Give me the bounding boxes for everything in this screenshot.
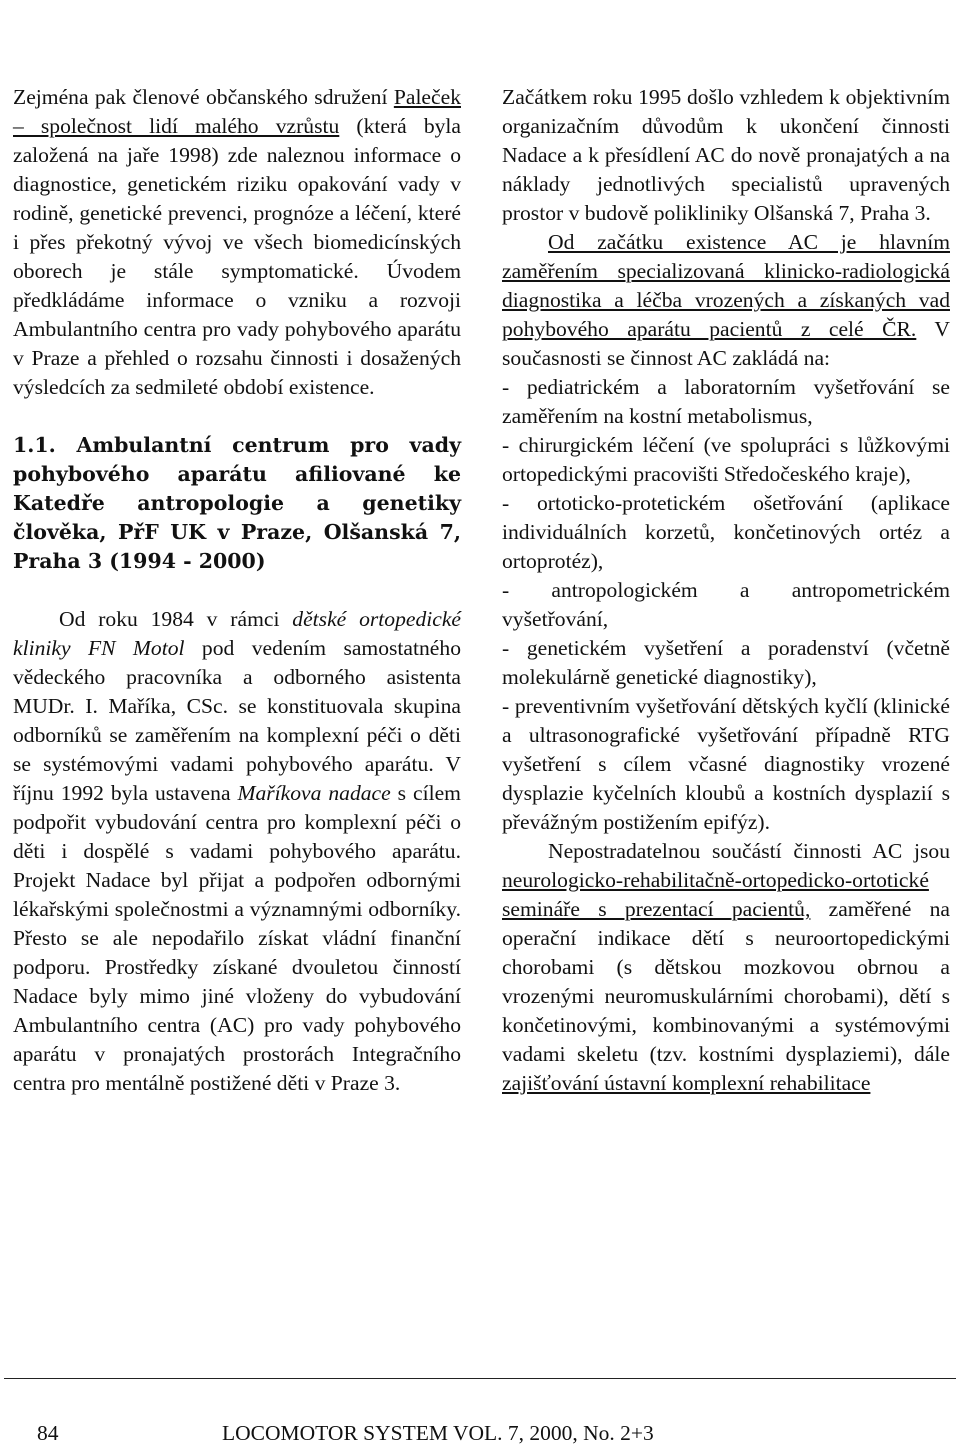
journal-title: LOCOMOTOR SYSTEM VOL. 7, 2000, No. 2+3 <box>222 1421 654 1445</box>
text-run: (která byla založená na jaře 1998) zde naleznou informace o diagnostice, genetickém riziku opakování vady v rodině, genetické prevenci, prognóze a léčení, které i přes překotný vývoj ve všech biomedicínských oborech je stále symptomatické. Úvodem předkládáme informace o vzniku a rozvoji Ambulantního centra pro vady pohybového aparátu v Praze a přehled o rozsahu činnosti i dosažených výsledcích za sedmileté období existence. <box>13 114 461 399</box>
palecek-link[interactable]: Paleček – společnost lidí malého vzrůstu <box>13 85 461 138</box>
activity-list-item: - genetickém vyšetření a poradenství (včetně molekulárně genetické diagnostiky), <box>502 636 950 689</box>
rehab-underlined: zajišťování ústavní komplexní rehabilitace <box>502 1071 871 1095</box>
activity-list-item: - pediatrickém a laboratorním vyšetřování se zaměřením na kostní metabolismus, <box>502 375 950 428</box>
page-number: 84 <box>37 1421 59 1445</box>
intro-paragraph <box>13 83 461 402</box>
section-heading: 1.1. Ambulantní centrum pro vady pohybového aparátu afiliované ke Katedře antropologie a genetiky člověka, PřF UK v Praze, Olšanská 7, Praha 3 (1994 - 2000) <box>13 433 461 573</box>
activity-list-item: - preventivním vyšetřování dětských kyčlí (klinické a ultrasonografické vyšetřování případně RTG vyšetření s cílem včasné diagnostiky vrozené dysplazie kyčelních kloubů a kostních dysplazií s převážným postižením epifýz). <box>502 694 950 834</box>
left-column <box>13 83 461 1098</box>
foundation-name: Maříkova nadace <box>237 781 391 805</box>
text-run: Od roku 1984 v rámci <box>59 607 293 631</box>
focus-underlined: Od začátku existence AC je hlavním zaměřením specializovaná klinicko-radiologická diagnostika a léčba vrozených a získaných vad pohybového aparátu pacientů z celé ČR. <box>502 230 950 341</box>
right-column <box>502 83 950 1098</box>
text-run: Zejména pak členové občanského sdružení <box>13 85 394 109</box>
seminars-paragraph <box>502 837 950 1098</box>
footer-divider <box>4 1378 956 1379</box>
text-run: pod vedením samostatného vědeckého pracovníka a odborného asistenta MUDr. I. Maříka, CSc. se konstituovala skupina odborníků se zaměřením na komplexní péči o děti se systémovými vadami pohybového aparátu. V říjnu 1992 byla ustavena <box>13 636 461 805</box>
activity-list-item: - antropologickém a antropometrickém vyšetřování, <box>502 578 950 631</box>
text-run: V současnosti se činnost AC zakládá na: <box>502 317 950 370</box>
activity-list-item: - chirurgickém léčení (ve spolupráci s lůžkovými ortopedickými pracovišti Středočeského kraje), <box>502 433 950 486</box>
text-run: s cílem podpořit vybudování centra pro komplexní péči o děti i dospělé s vadami pohybového aparátu. Projekt Nadace byl přijat a podpořen odbornými lékařskými společnostmi a významnými odborníky. Přesto se ale nepodařilo získat vládní finanční podporu. Prostředky získané dvouletou činností Nadace byly mimo jiné vloženy do vybudování Ambulantního centra (AC) pro vady pohybového aparátu v pronajatých prostorách Integračního centra pro mentálně postižené děti v Praze 3. <box>13 781 461 1095</box>
history-paragraph <box>13 605 461 1098</box>
activity-list-item: - ortoticko-protetickém ošetřování (aplikace individuálních korzetů, končetinových ortéz a ortoprotéz), <box>502 491 950 573</box>
text-run: Nepostradatelnou součástí činnosti AC jsou <box>548 839 950 863</box>
text-run: zaměřené na operační indikace dětí s neuroortopedickými chorobami (s dětskou mozkovou obrnou a vrozenými neuromuskulárními chorobami), dětí s končetinovými, kombinovanými a systémovými vadami skeletu (tzv. kostními dysplaziemi), dále <box>502 897 950 1066</box>
seminars-underlined: neurologicko-rehabilitačně-ortopedicko-ortotické semináře s prezentací pacientů, <box>502 868 929 921</box>
clinic-name: dětské ortopedické kliniky FN Motol <box>13 607 461 660</box>
relocation-paragraph: Začátkem roku 1995 došlo vzhledem k objektivním organizačním důvodům k ukončení činnosti Nadace a k přesídlení AC do nově pronajatých a na náklady jednotlivých specialistů upravených prostor v budově polikliniky Olšanská 7, Praha 3. <box>502 85 950 225</box>
focus-paragraph <box>502 228 950 373</box>
